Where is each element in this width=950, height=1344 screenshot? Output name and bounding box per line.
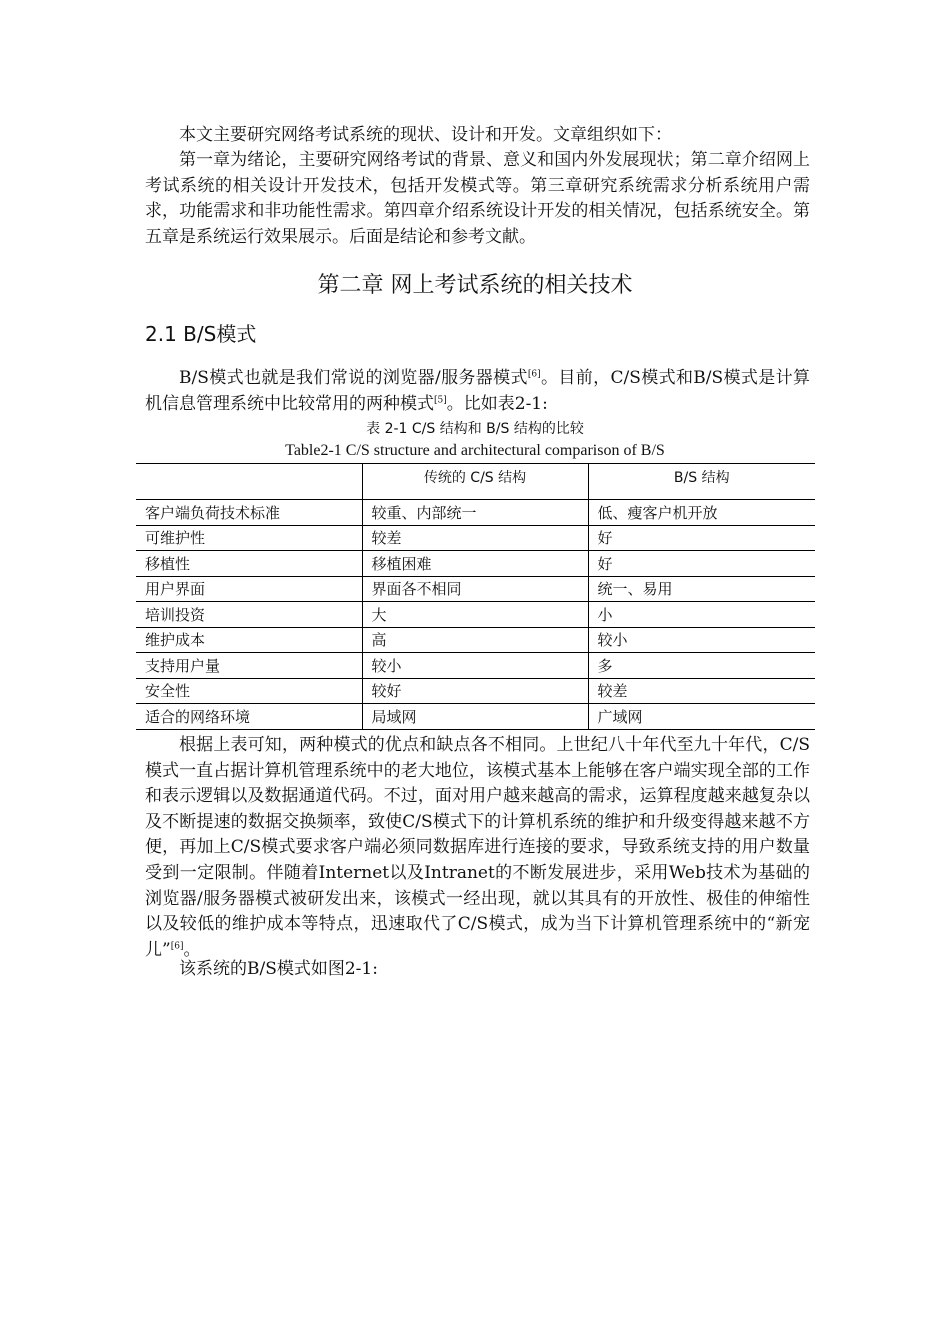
table-cell: 好	[588, 525, 815, 551]
table-cell: 较差	[588, 678, 815, 704]
figure-intro-paragraph: 该系统的B/S模式如图2-1:	[179, 959, 378, 979]
table-cell: 适合的网络环境	[136, 704, 362, 730]
bs-intro-text-3: 。比如表2-1:	[446, 393, 548, 414]
table-cell: 广域网	[588, 704, 815, 730]
bs-intro-text-1: B/S模式也就是我们常说的浏览器/服务器模式	[179, 368, 528, 388]
comparison-table	[136, 463, 815, 730]
table-header-cell: B/S 结构	[588, 464, 815, 500]
table-cell: 移植性	[136, 551, 362, 577]
table-cell: 大	[362, 602, 588, 628]
table-header-cell: 传统的 C/S 结构	[362, 464, 588, 500]
table-cell: 培训投资	[136, 602, 362, 628]
table-cell: 安全性	[136, 678, 362, 704]
table-cell: 小	[588, 602, 815, 628]
analysis-paragraph	[145, 733, 810, 963]
table-cell: 多	[588, 653, 815, 679]
table-cell: 较好	[362, 678, 588, 704]
table-cell: 界面各不相同	[362, 576, 588, 602]
table-row	[136, 551, 815, 577]
table-row	[136, 627, 815, 653]
analysis-text-end: 。	[183, 939, 201, 960]
table-row	[136, 653, 815, 679]
table-cell: 客户端负荷技术标准	[136, 500, 362, 526]
citation-ref: [6]	[170, 941, 184, 952]
table-header-row	[136, 464, 815, 500]
table-caption-cn: 表 2-1 C/S 结构和 B/S 结构的比较	[366, 421, 584, 437]
table-cell: 维护成本	[136, 627, 362, 653]
table-cell: 局域网	[362, 704, 588, 730]
table-cell: 用户界面	[136, 576, 362, 602]
table-caption-en: Table2-1 C/S structure and architectural comparison of B/S	[285, 442, 665, 459]
table-row	[136, 500, 815, 526]
table-cell: 低、瘦客户机开放	[588, 500, 815, 526]
table-cell: 支持用户量	[136, 653, 362, 679]
table-cell: 移植困难	[362, 551, 588, 577]
table-row	[136, 525, 815, 551]
citation-ref: [5]	[434, 394, 447, 405]
table-cell: 较小	[362, 653, 588, 679]
table-cell: 可维护性	[136, 525, 362, 551]
table-cell: 较差	[362, 525, 588, 551]
section-title: 2.1 B/S模式	[145, 322, 257, 346]
intro-paragraph-1: 本文主要研究网络考试系统的现状、设计和开发。文章组织如下：	[179, 125, 672, 145]
citation-ref: [6]	[527, 369, 541, 380]
table-row	[136, 704, 815, 730]
table-cell: 高	[362, 627, 588, 653]
table-row	[136, 602, 815, 628]
table-cell: 较重、内部统一	[362, 500, 588, 526]
bs-intro-paragraph	[145, 366, 810, 417]
table-row	[136, 576, 815, 602]
table-cell: 好	[588, 551, 815, 577]
bs-intro-text-2: 。目前，C/S模式和B/S模式是计算机信息管理系统中比较常用的两种模式	[145, 368, 810, 414]
table-cell: 较小	[588, 627, 815, 653]
table-header-cell	[136, 464, 362, 500]
intro-paragraph-2: 第一章为绪论，主要研究网络考试的背景、意义和国内外发展现状；第二章介绍网上考试系统的相关设计开发技术，包括开发模式等。第三章研究系统需求分析系统用户需求，功能需求和非功能性需求。第四章介绍系统设计开发的相关情况，包括系统安全。第五章是系统运行效果展示。后面是结论和参考文献。	[145, 150, 810, 247]
table-row	[136, 678, 815, 704]
analysis-text: 根据上表可知，两种模式的优点和缺点各不相同。上世纪八十年代至九十年代，C/S模式一直占据计算机管理系统中的老大地位，该模式基本上能够在客户端实现全部的工作和表示逻辑以及数据通道代码。不过，面对用户越来越高的需求，运算程度越来越复杂以及不断提速的数据交换频率，致使C/S模式下的计算机系统的维护和升级变得越来越不方便，再加上C/S模式要求客户端必须同数据库进行连接的要求，导致系统支持的用户数量受到一定限制。伴随着Internet以及Intranet的不断发展进步，采用Web技术为基础的浏览器/服务器模式被研发出来，该模式一经出现，就以其具有的开放性、极佳的伸缩性以及较低的维护成本等特点，迅速取代了C/S模式，成为当下计算机管理系统中的“新宠儿”	[145, 735, 810, 960]
chapter-title: 第二章 网上考试系统的相关技术	[317, 273, 633, 298]
table-cell: 统一、易用	[588, 576, 815, 602]
